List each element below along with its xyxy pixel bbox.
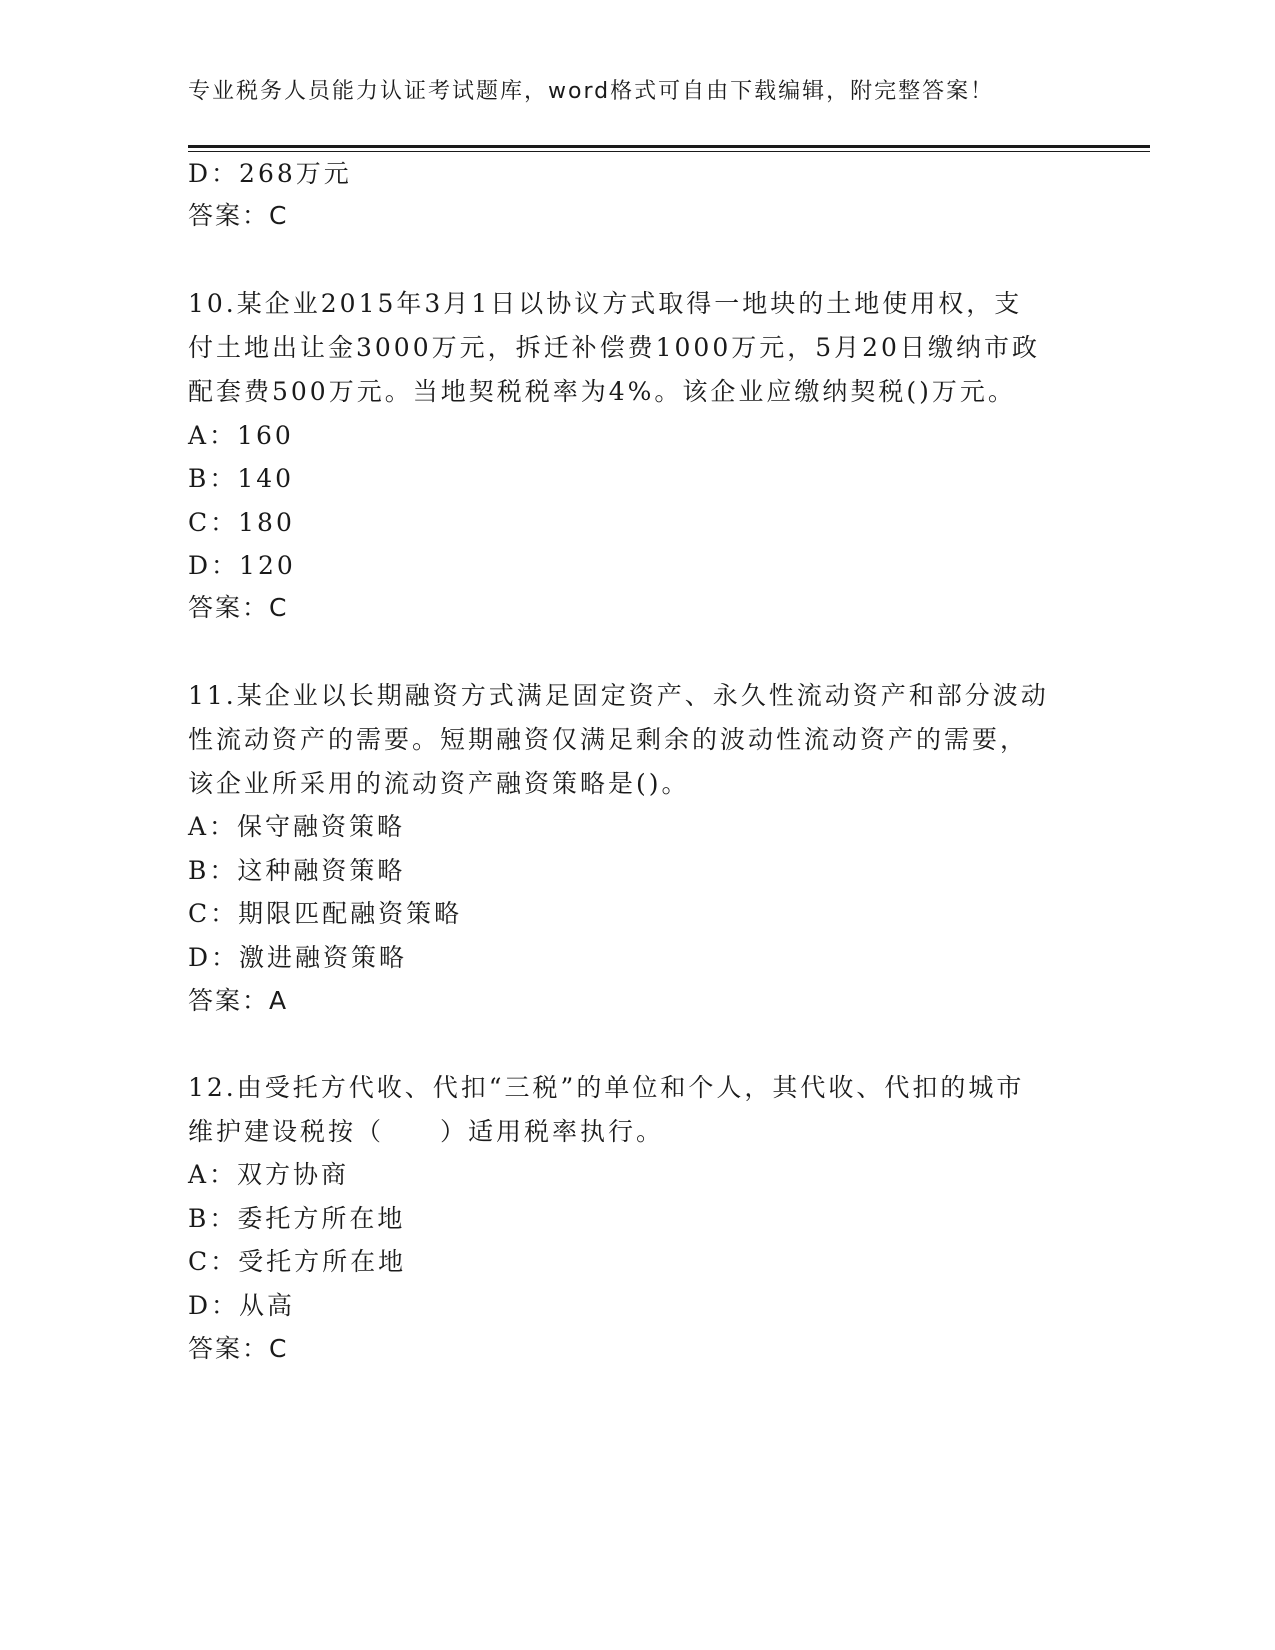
question-11-line-2: 性流动资产的需要。短期融资仅满足剩余的波动性流动资产的需要， — [188, 725, 1029, 754]
question-11-option-c: C：期限匹配融资策略 — [188, 899, 463, 928]
question-10-option-d: D：120 — [188, 551, 296, 580]
question-12-option-c: C：受托方所在地 — [188, 1247, 407, 1276]
question-11-line-3: 该企业所采用的流动资产融资策略是()。 — [188, 769, 690, 798]
question-12-option-d: D：从高 — [188, 1291, 296, 1320]
header-rule-thin — [188, 151, 1150, 152]
question-10-line-2: 付土地出让金3000万元，拆迁补偿费1000万元，5月20日缴纳市政 — [188, 333, 1040, 362]
question-11-answer: 答案：A — [188, 986, 289, 1015]
header-rule-thick — [188, 145, 1150, 148]
question-10-line-1: 10.某企业2015年3月1日以协议方式取得一地块的土地使用权，支 — [188, 289, 1023, 318]
question-11-option-b: B：这种融资策略 — [188, 856, 406, 885]
question-10-option-b: B：140 — [188, 464, 295, 493]
answer-line: 答案：C — [188, 201, 289, 230]
question-10-option-a: A：160 — [188, 421, 294, 450]
question-10-answer: 答案：C — [188, 593, 289, 622]
question-12-option-b: B：委托方所在地 — [188, 1204, 406, 1233]
question-10-option-c: C：180 — [188, 508, 295, 537]
page-header: 专业税务人员能力认证考试题库，word格式可自由下载编辑，附完整答案！ — [188, 79, 995, 104]
question-11-option-a: A：保守融资策略 — [188, 812, 406, 841]
question-12-option-a: A：双方协商 — [188, 1160, 350, 1189]
question-12-answer: 答案：C — [188, 1334, 289, 1363]
question-12-line-2: 维护建设税按（ ）适用税率执行。 — [188, 1117, 665, 1146]
question-10-line-3: 配套费500万元。当地契税税率为4%。该企业应缴纳契税()万元。 — [188, 377, 1016, 406]
option-d: D：268万元 — [188, 159, 352, 188]
question-12-line-1: 12.由受托方代收、代扣“三税”的单位和个人，其代收、代扣的城市 — [188, 1073, 1025, 1102]
question-11-line-1: 11.某企业以长期融资方式满足固定资产、永久性流动资产和部分波动 — [188, 681, 1049, 710]
question-11-option-d: D：激进融资策略 — [188, 943, 408, 972]
